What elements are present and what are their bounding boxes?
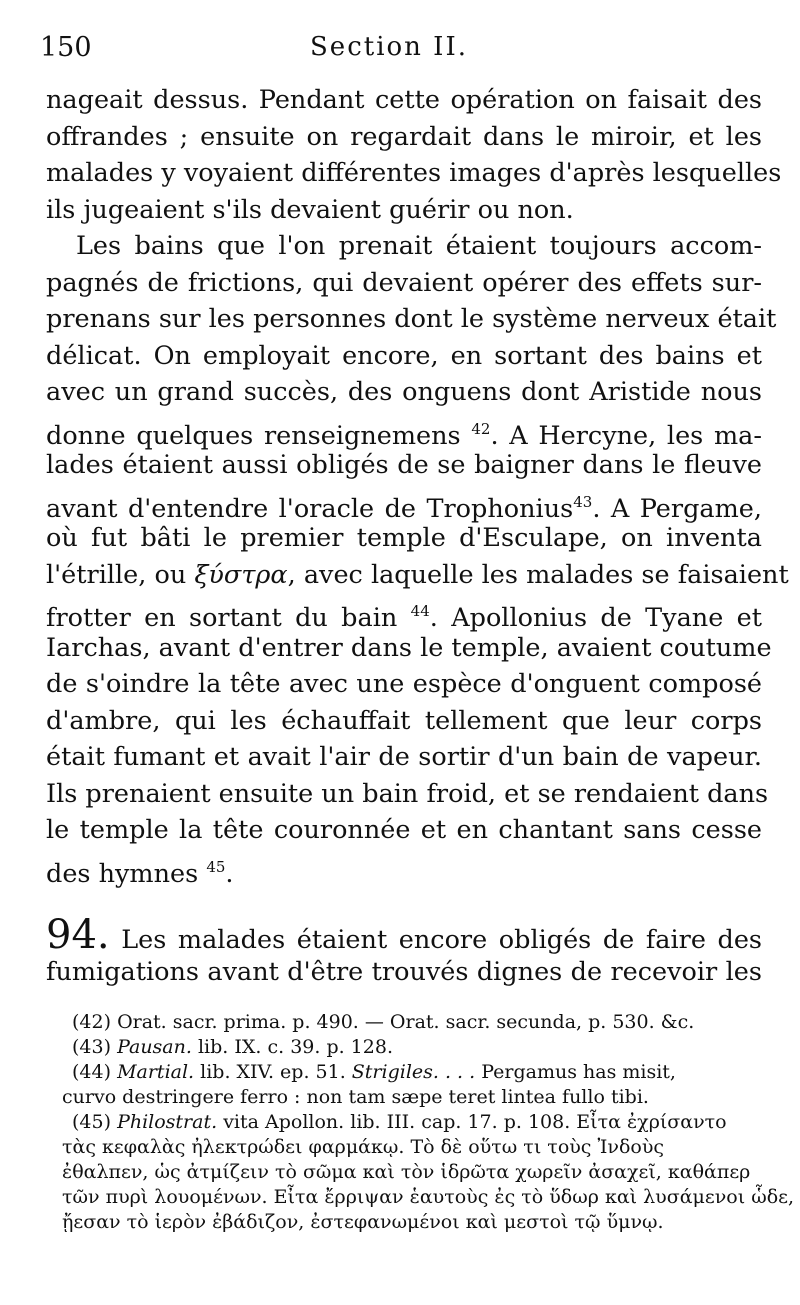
footnote-continuation: curvo destringere ferro : non tam sæpe teret lintea fullo tibi. bbox=[62, 1086, 649, 1108]
text-segment: . A Pergame, bbox=[592, 493, 762, 524]
footnote-continuation: τῶν πυρὶ λουομένων. Εἶτα ἔρριψαν ἑαυτοὺς ἐς τὸ ὕδωρ καὶ λυσάμενοι ὧδε, bbox=[62, 1186, 795, 1208]
page-header bbox=[40, 32, 760, 72]
text-segment: , avec laquelle les malades se faisaient bbox=[287, 559, 789, 590]
text-line: avec un grand succès, des onguens dont Aristide nous bbox=[46, 377, 762, 407]
footnote-author: Martial. bbox=[117, 1061, 195, 1083]
footnotes bbox=[62, 1010, 795, 1235]
section-number: 94. bbox=[46, 912, 110, 958]
text-line: pagnés de frictions, qui devaient opérer des effets sur- bbox=[46, 267, 762, 298]
footnote bbox=[72, 1035, 772, 1060]
footnote-author: Philostrat. bbox=[117, 1111, 218, 1133]
footnote-author: Pausan. bbox=[117, 1036, 192, 1058]
footnote-text: vita Apollon. lib. III. cap. 17. p. 108. Εἶτα ἐχρίσαντο bbox=[217, 1111, 727, 1133]
text-line: Iarchas, avant d'entrer dans le temple, avaient coutume bbox=[46, 632, 772, 663]
footnote-ref: 43 bbox=[573, 492, 593, 511]
main-text bbox=[46, 82, 789, 990]
text-line: le temple la tête couronnée et en chantant sans cesse bbox=[46, 815, 762, 845]
text-line: lades étaient aussi obligés de se baigner dans le fleuve bbox=[46, 450, 762, 480]
text-line: Ils prenaient ensuite un bain froid, et se rendaient dans bbox=[46, 778, 769, 809]
text-line: Les bains que l'on prenait étaient toujours accom- bbox=[76, 231, 762, 261]
text-line: délicat. On employait encore, en sortant des bains et bbox=[46, 340, 762, 371]
text-segment: avant d'entendre l'oracle de Trophonius bbox=[46, 493, 574, 524]
footnote-quote: Strigiles. . . . bbox=[351, 1061, 476, 1083]
text-line: était fumant et avait l'air de sortir d'un bain de vapeur. bbox=[46, 742, 762, 772]
text-segment: des hymnes bbox=[46, 858, 199, 889]
footnote-label: (44) bbox=[72, 1061, 112, 1083]
text-line: offrandes ; ensuite on regardait dans le miroir, et les bbox=[46, 121, 762, 152]
text-segment: donne quelques renseignemens bbox=[46, 420, 461, 451]
greek-word: ξύστρα bbox=[194, 559, 288, 590]
text-line: prenans sur les personnes dont le système nerveux était bbox=[46, 304, 777, 334]
page-number: 150 bbox=[40, 32, 92, 63]
footnote-ref: 45 bbox=[206, 857, 226, 876]
footnote-label: (45) bbox=[72, 1111, 112, 1133]
text-line: ils jugeaient s'ils devaient guérir ou non. bbox=[46, 194, 574, 225]
text-segment: . A Hercyne, les ma- bbox=[490, 420, 762, 451]
text-segment: frotter en sortant du bain bbox=[46, 603, 398, 633]
text-line bbox=[46, 484, 762, 524]
footnote bbox=[72, 1110, 772, 1135]
text-line bbox=[46, 849, 762, 889]
footnote-ref: 44 bbox=[410, 602, 430, 620]
footnote bbox=[72, 1060, 772, 1085]
text-line bbox=[46, 557, 789, 594]
text-line bbox=[46, 411, 762, 451]
footnote-continuation: ἐθαλπεν, ὡς ἀτμίζειν τὸ σῶμα καὶ τὸν ἱδρῶτα χωρεῖν ἀσαχεῖ, καθάπερ bbox=[62, 1161, 751, 1183]
text-segment: . bbox=[225, 858, 234, 889]
footnote bbox=[72, 1010, 772, 1035]
text-line bbox=[46, 912, 762, 958]
footnote-text: lib. IX. c. 39. p. 128. bbox=[191, 1036, 393, 1058]
text-line: malades y voyaient différentes images d'après lesquelles bbox=[46, 158, 782, 188]
footnote-ref: 42 bbox=[471, 419, 491, 438]
text-line: où fut bâti le premier temple d'Esculape, on inventa bbox=[46, 523, 762, 553]
footnote-text: lib. XIV. ep. 51. bbox=[194, 1061, 352, 1083]
footnote-text: Pergamus has misit, bbox=[475, 1061, 676, 1083]
text-line: nageait dessus. Pendant cette opération on faisait des bbox=[46, 85, 762, 115]
text-segment: . Apollonius de Tyane et bbox=[429, 603, 762, 633]
text-line: d'ambre, qui les échauffait tellement que leur corps bbox=[46, 705, 762, 736]
text-segment: l'étrille, ou bbox=[46, 559, 187, 590]
text-segment: Les malades étaient encore obligés de faire des bbox=[121, 925, 762, 955]
text-line: fumigations avant d'être trouvés dignes de recevoir les bbox=[46, 956, 762, 987]
footnote-text: Orat. sacr. prima. p. 490. — Orat. sacr. secunda, p. 530. &c. bbox=[117, 1011, 695, 1033]
text-line bbox=[46, 593, 762, 633]
running-title: Section II. bbox=[310, 32, 468, 62]
footnote-label: (43) bbox=[72, 1036, 112, 1058]
footnote-continuation: ᾔεσαν τὸ ἱερὸν ἐβάδιζον, ἐστεφανωμένοι καὶ μεστοὶ τῷ ὕμνῳ. bbox=[62, 1211, 664, 1233]
footnote-continuation: τὰς κεφαλὰς ἠλεκτρώδει φαρμάκῳ. Τὸ δὲ οὕτω τι τοὺς Ἰνδοὺς bbox=[62, 1136, 665, 1158]
text-line: de s'oindre la tête avec une espèce d'onguent composé bbox=[46, 669, 762, 699]
footnote-label: (42) bbox=[72, 1011, 112, 1033]
